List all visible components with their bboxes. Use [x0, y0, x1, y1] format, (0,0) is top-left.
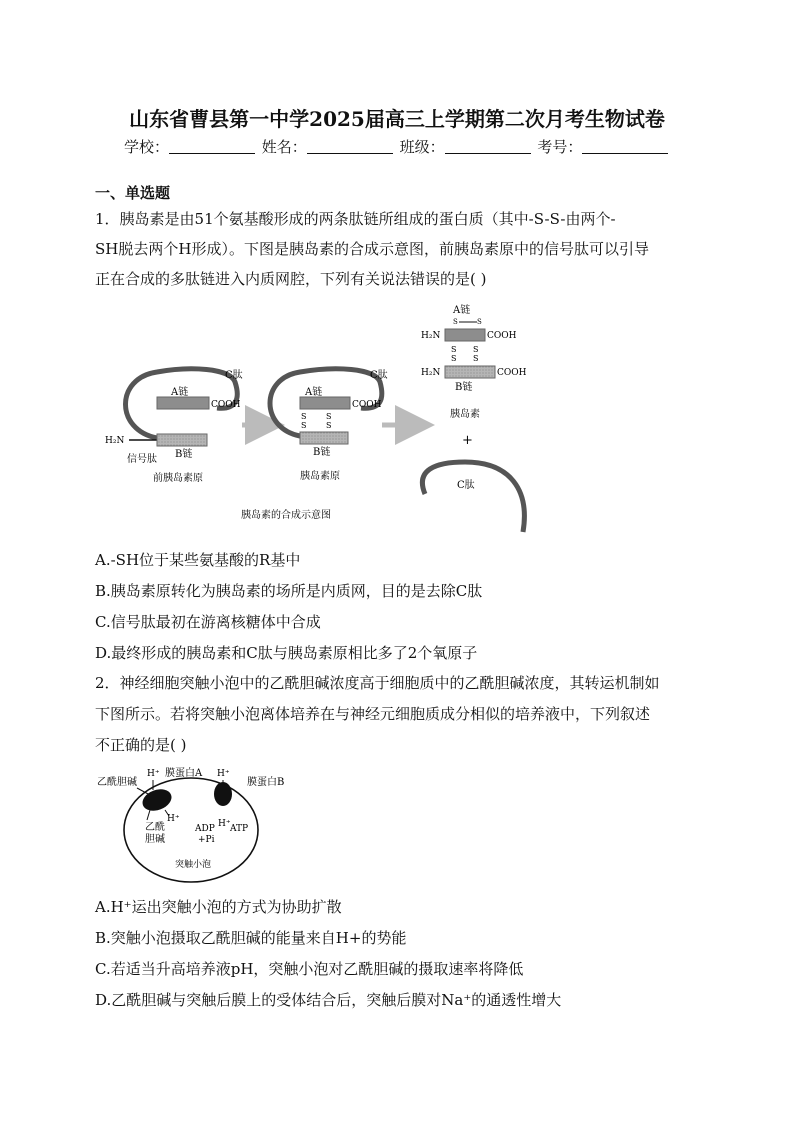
adp-label: ADP: [195, 824, 215, 834]
pi-label: +Pi: [198, 835, 215, 845]
svg-text:S: S: [473, 345, 479, 354]
atp-label: ATP: [230, 824, 249, 834]
c-peptide-label: C肽: [225, 370, 243, 381]
c-peptide-curve: [422, 462, 524, 532]
proinsulin-diagram: [270, 368, 388, 482]
q1-stem-line1: 1．胰岛素是由51个氨基酸形成的两条肽链所组成的蛋白质（其中-S-S-由两个-: [95, 210, 616, 228]
q2-option-a[interactable]: A.H⁺运出突触小泡的方式为协助扩散: [95, 898, 342, 916]
q1-stem-line3: 正在合成的多肽链进入内质网腔，下列有关说法错误的是( ): [95, 270, 487, 288]
svg-text:H⁺: H⁺: [147, 769, 160, 779]
protein-a-label: 膜蛋白A: [165, 768, 203, 779]
insulin-label: 胰岛素: [450, 409, 480, 420]
cooh-label: COOH: [211, 400, 241, 410]
protein-a-shape: [139, 785, 174, 814]
insulin-diagram: [421, 303, 527, 532]
number-label: 考号：: [537, 138, 583, 156]
svg-text:COOH: COOH: [487, 331, 517, 341]
svg-text:H⁺: H⁺: [217, 769, 230, 779]
svg-text:B链: B链: [313, 447, 331, 458]
page-title: 山东省曹县第一中学2025届高三上学期第二次月考生物试卷: [129, 107, 665, 131]
q2-stem-line2: 下图所示。若将突触小泡离体培养在与神经元细胞质成分相似的培养液中，下列叙述: [95, 705, 651, 723]
number-blank[interactable]: [582, 139, 668, 154]
name-label: 姓名：: [261, 138, 307, 156]
h2n-label: H₂N: [105, 436, 125, 446]
ach-outside-label: 乙酰胆碱: [97, 777, 137, 788]
q1-option-a[interactable]: A.-SH位于某些氨基酸的R基中: [95, 551, 301, 569]
school-blank[interactable]: [169, 139, 255, 154]
svg-text:A链: A链: [453, 305, 471, 316]
figure-caption: 胰岛素的合成示意图: [241, 510, 331, 521]
q2-stem-line1: 2．神经细胞突触小泡中的乙酰胆碱浓度高于细胞质中的乙酰胆碱浓度，其转运机制如: [95, 674, 660, 692]
name-blank[interactable]: [307, 139, 393, 154]
plus-sign: +: [462, 433, 473, 448]
svg-text:B链: B链: [455, 382, 473, 393]
q2-option-d[interactable]: D.乙酰胆碱与突触后膜上的受体结合后，突触后膜对Na⁺的通透性增大: [95, 991, 562, 1009]
svg-text:H₂N: H₂N: [421, 368, 441, 378]
pre-proinsulin-label: 前胰岛素原: [153, 473, 203, 484]
svg-text:COOH: COOH: [352, 400, 382, 410]
svg-text:H⁺: H⁺: [218, 819, 231, 829]
a-chain-bar: [157, 397, 209, 409]
a-chain-label: A链: [171, 387, 189, 398]
q2-option-c[interactable]: C.若适当升高培养液pH，突触小泡对乙酰胆碱的摄取速率将降低: [95, 960, 524, 978]
ach-inside-label-2: 胆碱: [145, 834, 165, 845]
insulin-synthesis-figure: [95, 300, 555, 540]
school-label: 学校：: [124, 138, 170, 156]
proinsulin-label: 胰岛素原: [300, 471, 340, 482]
svg-text:COOH: COOH: [497, 368, 527, 378]
pre-proinsulin-diagram: [105, 368, 243, 484]
class-blank[interactable]: [445, 139, 531, 154]
svg-text:S: S: [451, 345, 457, 354]
svg-text:S: S: [301, 412, 307, 421]
q1-option-d[interactable]: D.最终形成的胰岛素和C肽与胰岛素原相比多了2个氧原子: [95, 644, 478, 662]
svg-text:S: S: [451, 354, 457, 363]
svg-text:S: S: [453, 318, 458, 326]
signal-peptide-label: 信号肽: [127, 454, 157, 465]
svg-text:S: S: [477, 318, 482, 326]
student-info-line: [124, 136, 670, 157]
q2-stem-line3: 不正确的是( ): [95, 736, 187, 754]
q1-option-b[interactable]: B.胰岛素原转化为胰岛素的场所是内质网，目的是去除C肽: [95, 582, 483, 600]
ach-inside-label-1: 乙酰: [145, 822, 165, 833]
q2-option-b[interactable]: B.突触小泡摄取乙酰胆碱的能量来自H+的势能: [95, 929, 407, 947]
q1-option-c[interactable]: C.信号肽最初在游离核糖体中合成: [95, 613, 321, 631]
svg-text:H₂N: H₂N: [421, 331, 441, 341]
q1-stem-line2: SH脱去两个H形成）。下图是胰岛素的合成示意图，前胰岛素原中的信号肽可以引导: [95, 240, 649, 258]
b-chain-label: B链: [175, 449, 193, 460]
svg-text:H⁺: H⁺: [167, 814, 180, 824]
svg-text:S: S: [326, 412, 332, 421]
protein-b-label: 膜蛋白B: [247, 777, 285, 788]
protein-b-shape: [214, 782, 232, 806]
svg-text:C肽: C肽: [457, 480, 475, 491]
class-label: 班级：: [399, 138, 445, 156]
svg-text:S: S: [301, 421, 307, 430]
b-chain-bar: [157, 434, 207, 446]
svg-text:S: S: [473, 354, 479, 363]
svg-text:S: S: [326, 421, 332, 430]
svg-text:C肽: C肽: [370, 370, 388, 381]
section-heading: 一、单选题: [95, 184, 171, 202]
vesicle-label: 突触小泡: [175, 860, 212, 870]
acetylcholine-transport-figure: [95, 760, 305, 885]
svg-text:A链: A链: [305, 387, 323, 398]
